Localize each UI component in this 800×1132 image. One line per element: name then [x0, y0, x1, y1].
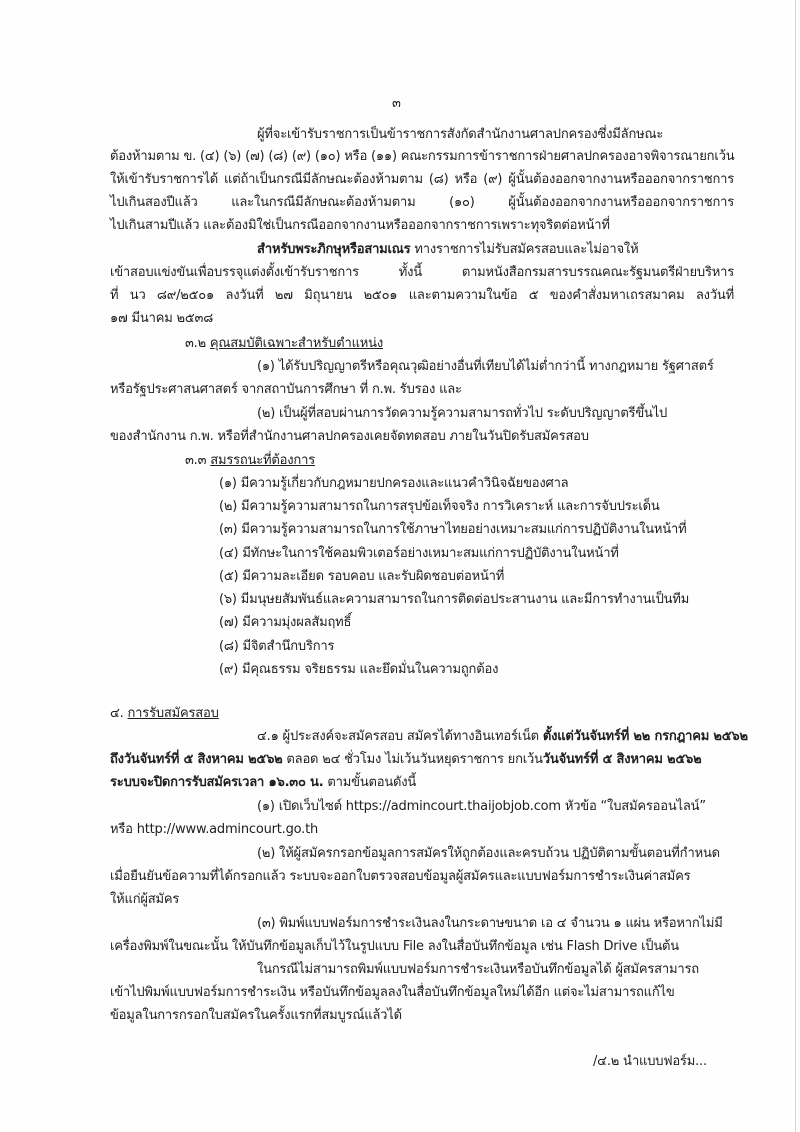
- section-heading: ๓.๓ สมรรถนะที่ต้องการ: [185, 453, 315, 468]
- text-line: สำหรับพระภิกษุหรือสามเณร ทางราชการไม่รับสมัครสอบและไม่อาจให้: [257, 242, 639, 257]
- text-line: ต้องห้ามตาม ข. (๔) (๖) (๗) (๘) (๙) (๑๐) หรือ (๑๑) คณะกรรมการข้าราชการฝ่ายศาลปกครองอาจพิจารณายกเว้น: [110, 149, 735, 164]
- step-item-cont: เมื่อยืนยันข้อความที่ได้กรอกแล้ว ระบบจะออกใบตรวจสอบข้อมูลผู้สมัครและแบบฟอร์มการชำระเงินค่าสมัคร: [110, 869, 691, 884]
- text-line: เข้าสอบแข่งขันเพื่อบรรจุแต่งตั้งเข้ารับราชการ ทั้งนี้ ตามหนังสือกรมสารบรรณคณะรัฐมนตรีฝ่ายบริหาร: [110, 265, 734, 280]
- competency-item: (๑) มีความรู้เกี่ยวกับกฎหมายปกครองและแนวคำวินิจฉัยของศาล: [219, 476, 569, 491]
- competency-item: (๗) มีความมุ่งผลสัมฤทธิ์: [219, 615, 352, 630]
- qualification-item: (๒) เป็นผู้ที่สอบผ่านการวัดความรู้ความสามารถทั่วไป ระดับปริญญาตรีขึ้นไป: [257, 406, 668, 421]
- text-line: ให้เข้ารับราชการได้ แต่ถ้าเป็นกรณีมีลักษณะต้องห้ามตาม (๘) หรือ (๙) ผู้นั้นต้องออกจากงานหรือออกจากราชการ: [110, 172, 734, 187]
- competency-item: (๖) มีมนุษยสัมพันธ์และความสามารถในการติดต่อประสานงาน และมีการทำงานเป็นทีม: [219, 592, 690, 607]
- text-line: ที่ นว ๘๙/๒๕๐๑ ลงวันที่ ๒๗ มิถุนายน ๒๕๐๑ และตามความในข้อ ๕ ของคำสั่งมหาเถรสมาคม ลงวันที่: [110, 288, 734, 303]
- section-heading: ๔. การรับสมัครสอบ: [110, 706, 219, 721]
- step-item: (๓) พิมพ์แบบฟอร์มการชำระเงินลงในกระดาษขนาด เอ ๔ จำนวน ๑ แผ่น หรือหากไม่มี: [257, 916, 723, 931]
- step-item-cont: ให้แก่ผู้สมัคร: [110, 892, 180, 907]
- qualification-item-cont: ของสำนักงาน ก.พ. หรือที่สำนักงานศาลปกครองเคยจัดทดสอบ ภายในวันปิดรับสมัครสอบ: [110, 429, 589, 444]
- text-line: ไปเกินสามปีแล้ว และต้องมิใช่เป็นกรณีออกจากงานหรือออกจากราชการเพราะทุจริตต่อหน้าที่: [110, 218, 610, 233]
- note-line: ในกรณีไม่สามารถพิมพ์แบบฟอร์มการชำระเงินหรือบันทึกข้อมูลได้ ผู้สมัครสามารถ: [257, 962, 699, 977]
- page-number: ๓: [392, 96, 401, 111]
- competency-item: (๒) มีความรู้ความสามารถในการสรุปข้อเท็จจริง การวิเคราะห์ และการจับประเด็น: [219, 499, 660, 514]
- competency-item: (๕) มีความละเอียด รอบคอบ และรับผิดชอบต่อหน้าที่: [219, 569, 505, 584]
- text-line: ผู้ที่จะเข้ารับราชการเป็นข้าราชการสังกัดสำนักงานศาลปกครองซึ่งมีลักษณะ: [257, 127, 664, 142]
- page-edge: [795, 0, 796, 1132]
- continuation-marker: /๔.๒ นำแบบฟอร์ม...: [593, 1054, 707, 1069]
- bold-lead: สำหรับพระภิกษุหรือสามเณร: [257, 242, 411, 257]
- text-line: ๔.๑ ผู้ประสงค์จะสมัครสอบ สมัครได้ทางอินเทอร์เน็ต ตั้งแต่วันจันทร์ที่ ๒๒ กรกฎาคม ๒๕๖๒: [257, 729, 748, 744]
- text-line: ระบบจะปิดการรับสมัครเวลา ๑๖.๓๐ น. ตามขั้นตอนดังนี้: [110, 775, 417, 790]
- note-line: เข้าไปพิมพ์แบบฟอร์มการชำระเงิน หรือบันทึกข้อมูลลงในสื่อบันทึกข้อมูลใหม่ได้อีก แต่จะไม่สามารถแก้ไข: [110, 985, 675, 1000]
- text-line: ๑๗ มีนาคม ๒๕๓๘: [110, 311, 214, 326]
- step-item-cont: หรือ http://www.admincourt.go.th: [110, 822, 319, 837]
- qualification-item-cont: หรือรัฐประศาสนศาสตร์ จากสถาบันการศึกษา ที่ ก.พ. รับรอง และ: [110, 382, 462, 397]
- competency-item: (๔) มีทักษะในการใช้คอมพิวเตอร์อย่างเหมาะสมแก่การปฏิบัติงานในหน้าที่: [219, 546, 619, 561]
- section-heading: ๓.๒ คุณสมบัติเฉพาะสำหรับตำแหน่ง: [185, 336, 383, 351]
- step-item: (๒) ให้ผู้สมัครกรอกข้อมูลการสมัครให้ถูกต้องและครบถ้วน ปฏิบัติตามขั้นตอนที่กำหนด: [257, 846, 720, 861]
- note-line: ข้อมูลในการกรอกใบสมัครในครั้งแรกที่สมบูรณ์แล้วได้: [110, 1008, 402, 1023]
- competency-item: (๓) มีความรู้ความสามารถในการใช้ภาษาไทยอย่างเหมาะสมแก่การปฏิบัติงานในหน้าที่: [219, 522, 687, 537]
- text-line: ไปเกินสองปีแล้ว และในกรณีมีลักษณะต้องห้ามตาม (๑๐) ผู้นั้นต้องออกจากงานหรือออกจากราชการ: [110, 195, 734, 210]
- qualification-item: (๑) ได้รับปริญญาตรีหรือคุณวุฒิอย่างอื่นที่เทียบได้ไม่ต่ำกว่านี้ ทางกฎหมาย รัฐศาสตร์: [257, 359, 714, 374]
- competency-item: (๙) มีคุณธรรม จริยธรรม และยึดมั่นในความถูกต้อง: [219, 662, 499, 677]
- step-item-cont: เครื่องพิมพ์ในขณะนั้น ให้บันทึกข้อมูลเก็บไว้ในรูปแบบ File ลงในสื่อบันทึกข้อมูล เช่น Flash Drive เป็นต้น: [110, 939, 679, 954]
- text-line: ถึงวันจันทร์ที่ ๕ สิงหาคม ๒๕๖๒ ตลอด ๒๔ ชั่วโมง ไม่เว้นวันหยุดราชการ ยกเว้นวันจันทร์ที่ ๕ สิงหาคม ๒๕๖๒: [110, 752, 702, 767]
- step-item: (๑) เปิดเว็บไซต์ https://admincourt.thaijobjob.com หัวข้อ “ใบสมัครออนไลน์”: [257, 799, 706, 814]
- competency-item: (๘) มีจิตสำนึกบริการ: [219, 639, 335, 654]
